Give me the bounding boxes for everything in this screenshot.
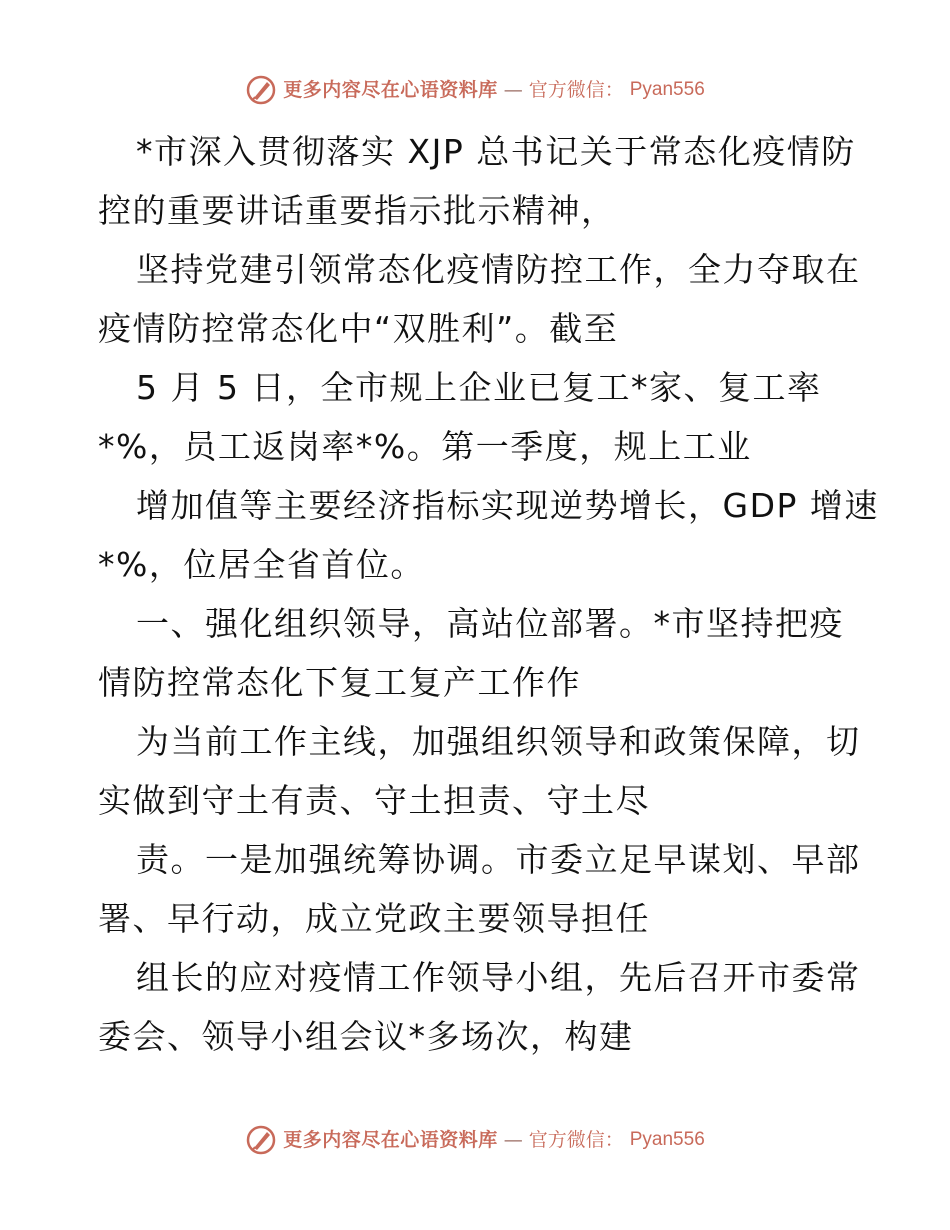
paragraph-line: 组长的应对疫情工作领导小组，先后召开市委常 — [136, 958, 861, 997]
footer-watermark-banner — [0, 1120, 950, 1160]
paragraph — [98, 476, 879, 594]
banner-wechat-label: 官方微信： — [528, 79, 624, 101]
paragraph-line: 增加值等主要经济指标实现逆势增长，GDP 增速 — [136, 486, 879, 525]
quill-logo-icon — [245, 74, 277, 106]
paragraph-line: *市深入贯彻落实 XJP 总书记关于常态化疫情防 — [136, 132, 856, 171]
paragraph-line: 5 月 5 日，全市规上企业已复工*家、复工率 — [136, 368, 822, 407]
paragraph-line: *%，员工返岗率*%。第一季度，规上工业 — [98, 427, 752, 466]
paragraph-line: 责。一是加强统筹协调。市委立足早谋划、早部 — [136, 840, 861, 879]
paragraph — [98, 948, 861, 1066]
paragraph-line: 委会、领导小组会议*多场次，构建 — [98, 1017, 634, 1056]
paragraph — [98, 712, 861, 830]
banner-main-text: 更多内容尽在心语资料库 — [283, 79, 498, 101]
banner-separator: — — [503, 1129, 523, 1151]
paragraph-line: 为当前工作主线，加强组织领导和政策保障，切 — [136, 722, 861, 761]
header-watermark-banner — [0, 70, 950, 110]
paragraph-line: 实做到守土有责、守土担责、守土尽 — [98, 781, 650, 820]
paragraph — [98, 358, 858, 476]
paragraph — [98, 240, 861, 358]
banner-separator: — — [503, 79, 523, 101]
paragraph — [98, 830, 861, 948]
banner-wechat-label: 官方微信： — [528, 1129, 624, 1151]
banner-wechat-id: Pyan556 — [629, 1129, 705, 1150]
paragraph-line: 控的重要讲话重要指示批示精神， — [98, 191, 616, 230]
paragraph-line: 署、早行动，成立党政主要领导担任 — [98, 899, 650, 938]
banner-main-text: 更多内容尽在心语资料库 — [283, 1129, 498, 1151]
banner-wechat-id: Pyan556 — [629, 79, 705, 100]
paragraph-line: 情防控常态化下复工复产工作作 — [98, 663, 581, 702]
paragraph-line: 一、强化组织领导，高站位部署。*市坚持把疫 — [136, 604, 844, 643]
paragraph — [98, 594, 858, 712]
paragraph — [98, 122, 858, 240]
quill-logo-icon — [245, 1124, 277, 1156]
paragraph-line: 疫情防控常态化中“双胜利”。截至 — [98, 309, 619, 348]
paragraph-line: *%，位居全省首位。 — [98, 545, 425, 584]
paragraph-line: 坚持党建引领常态化疫情防控工作，全力夺取在 — [136, 250, 861, 289]
document-body — [98, 122, 879, 1066]
